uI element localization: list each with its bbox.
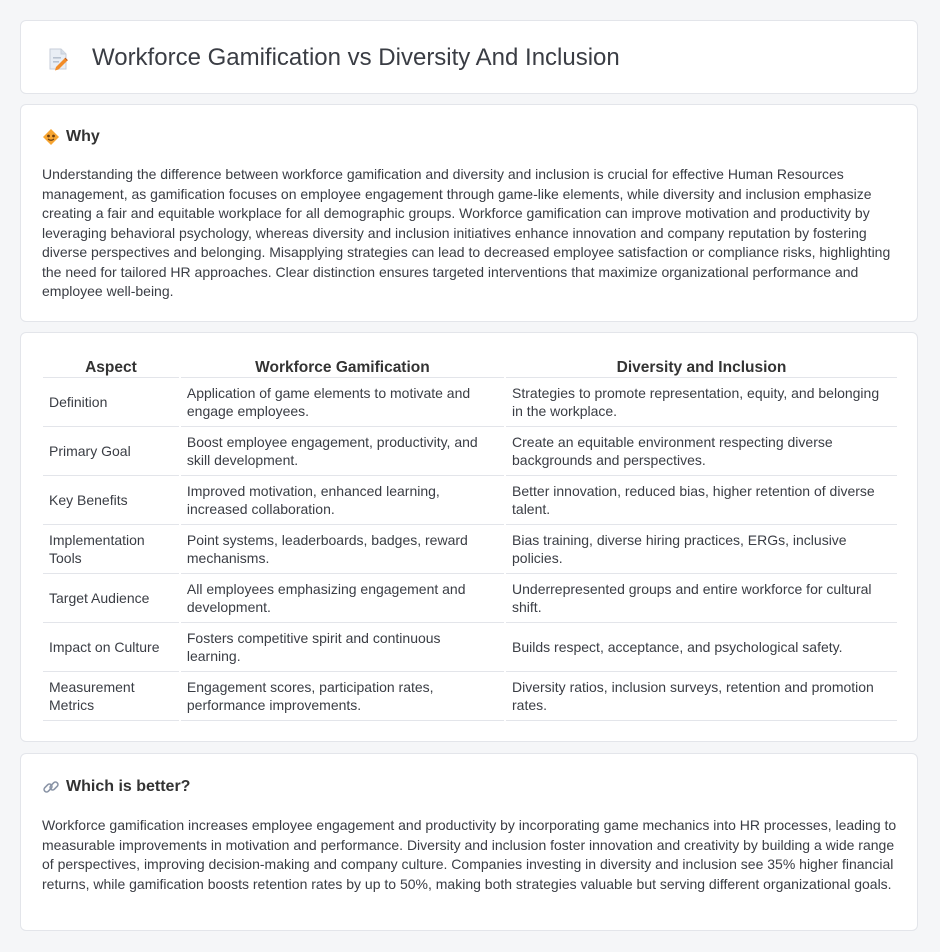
header-diversity: Diversity and Inclusion xyxy=(506,351,897,378)
row-gamification: All employees emphasizing engagement and development. xyxy=(181,574,504,623)
row-gamification: Engagement scores, participation rates, performance improvements. xyxy=(181,672,504,721)
row-aspect: Definition xyxy=(43,378,179,427)
table-row xyxy=(43,476,897,525)
why-title: Why xyxy=(66,128,100,145)
row-aspect: Key Benefits xyxy=(43,476,179,525)
better-heading xyxy=(42,777,190,797)
row-diversity: Diversity ratios, inclusion surveys, retention and promotion rates. xyxy=(506,672,897,721)
row-gamification: Application of game elements to motivate and engage employees. xyxy=(181,378,504,427)
table-row xyxy=(43,378,897,427)
row-aspect: Primary Goal xyxy=(43,427,179,476)
row-diversity: Bias training, diverse hiring practices, ERGs, inclusive policies. xyxy=(506,525,897,574)
page-title: Workforce Gamification vs Diversity And Inclusion xyxy=(92,44,620,71)
header-aspect: Aspect xyxy=(43,351,179,378)
row-aspect: Impact on Culture xyxy=(43,623,179,672)
comparison-table xyxy=(41,351,899,721)
better-body: Workforce gamification increases employee engagement and productivity by incorporating game mechanics into HR processes, leading to measurable improvements in motivation and performance. Diversity and inclusion foster innovation and creativity by building a wide range of perspectives, improving decision-making and company culture. Companies investing in diversity and inclusion see 35% higher financial returns, while gamification boosts retention rates by up to 50%, making both strategies valuable but serving different organizational goals. xyxy=(42,817,897,892)
header-gamification: Workforce Gamification xyxy=(181,351,504,378)
row-gamification: Boost employee engagement, productivity, and skill development. xyxy=(181,427,504,476)
row-aspect: Implementation Tools xyxy=(43,525,179,574)
which-is-better-section xyxy=(20,753,918,931)
row-diversity: Better innovation, reduced bias, higher retention of diverse talent. xyxy=(506,476,897,525)
row-diversity: Builds respect, acceptance, and psychological safety. xyxy=(506,623,897,672)
why-section xyxy=(20,104,918,322)
title-card xyxy=(20,20,918,94)
table-row xyxy=(43,623,897,672)
row-gamification: Point systems, leaderboards, badges, reward mechanisms. xyxy=(181,525,504,574)
row-diversity: Create an equitable environment respecting diverse backgrounds and perspectives. xyxy=(506,427,897,476)
table-row xyxy=(43,574,897,623)
table-row xyxy=(43,672,897,721)
link-icon xyxy=(42,778,60,796)
row-gamification: Improved motivation, enhanced learning, increased collaboration. xyxy=(181,476,504,525)
why-body: Understanding the difference between workforce gamification and diversity and inclusion is crucial for effective Human Resources management, as gamification focuses on employee engagement through game-like elements, while diversity and inclusion emphasize creating a fair and equitable workplace for all demographic groups. Workforce gamification can improve motivation and productivity by leveraging behavioral psychology, whereas diversity and inclusion initiatives enhance innovation and company reputation by fostering diverse perspectives and belonging. Misapplying strategies can lead to decreased employee satisfaction or compliance risks, highlighting the need for tailored HR approaches. Clear distinction ensures targeted interventions that maximize organizational performance and employee well-being. xyxy=(42,166,891,299)
row-aspect: Measurement Metrics xyxy=(43,672,179,721)
document-edit-icon xyxy=(47,47,69,71)
sparkle-badge-icon xyxy=(42,128,60,146)
row-diversity: Strategies to promote representation, equity, and belonging in the workplace. xyxy=(506,378,897,427)
table-header-row xyxy=(43,351,897,378)
why-heading xyxy=(42,127,100,147)
table-row xyxy=(43,525,897,574)
better-title: Which is better? xyxy=(66,778,191,795)
row-diversity: Underrepresented groups and entire workforce for cultural shift. xyxy=(506,574,897,623)
row-gamification: Fosters competitive spirit and continuous learning. xyxy=(181,623,504,672)
comparison-section xyxy=(20,332,918,742)
row-aspect: Target Audience xyxy=(43,574,179,623)
table-row xyxy=(43,427,897,476)
